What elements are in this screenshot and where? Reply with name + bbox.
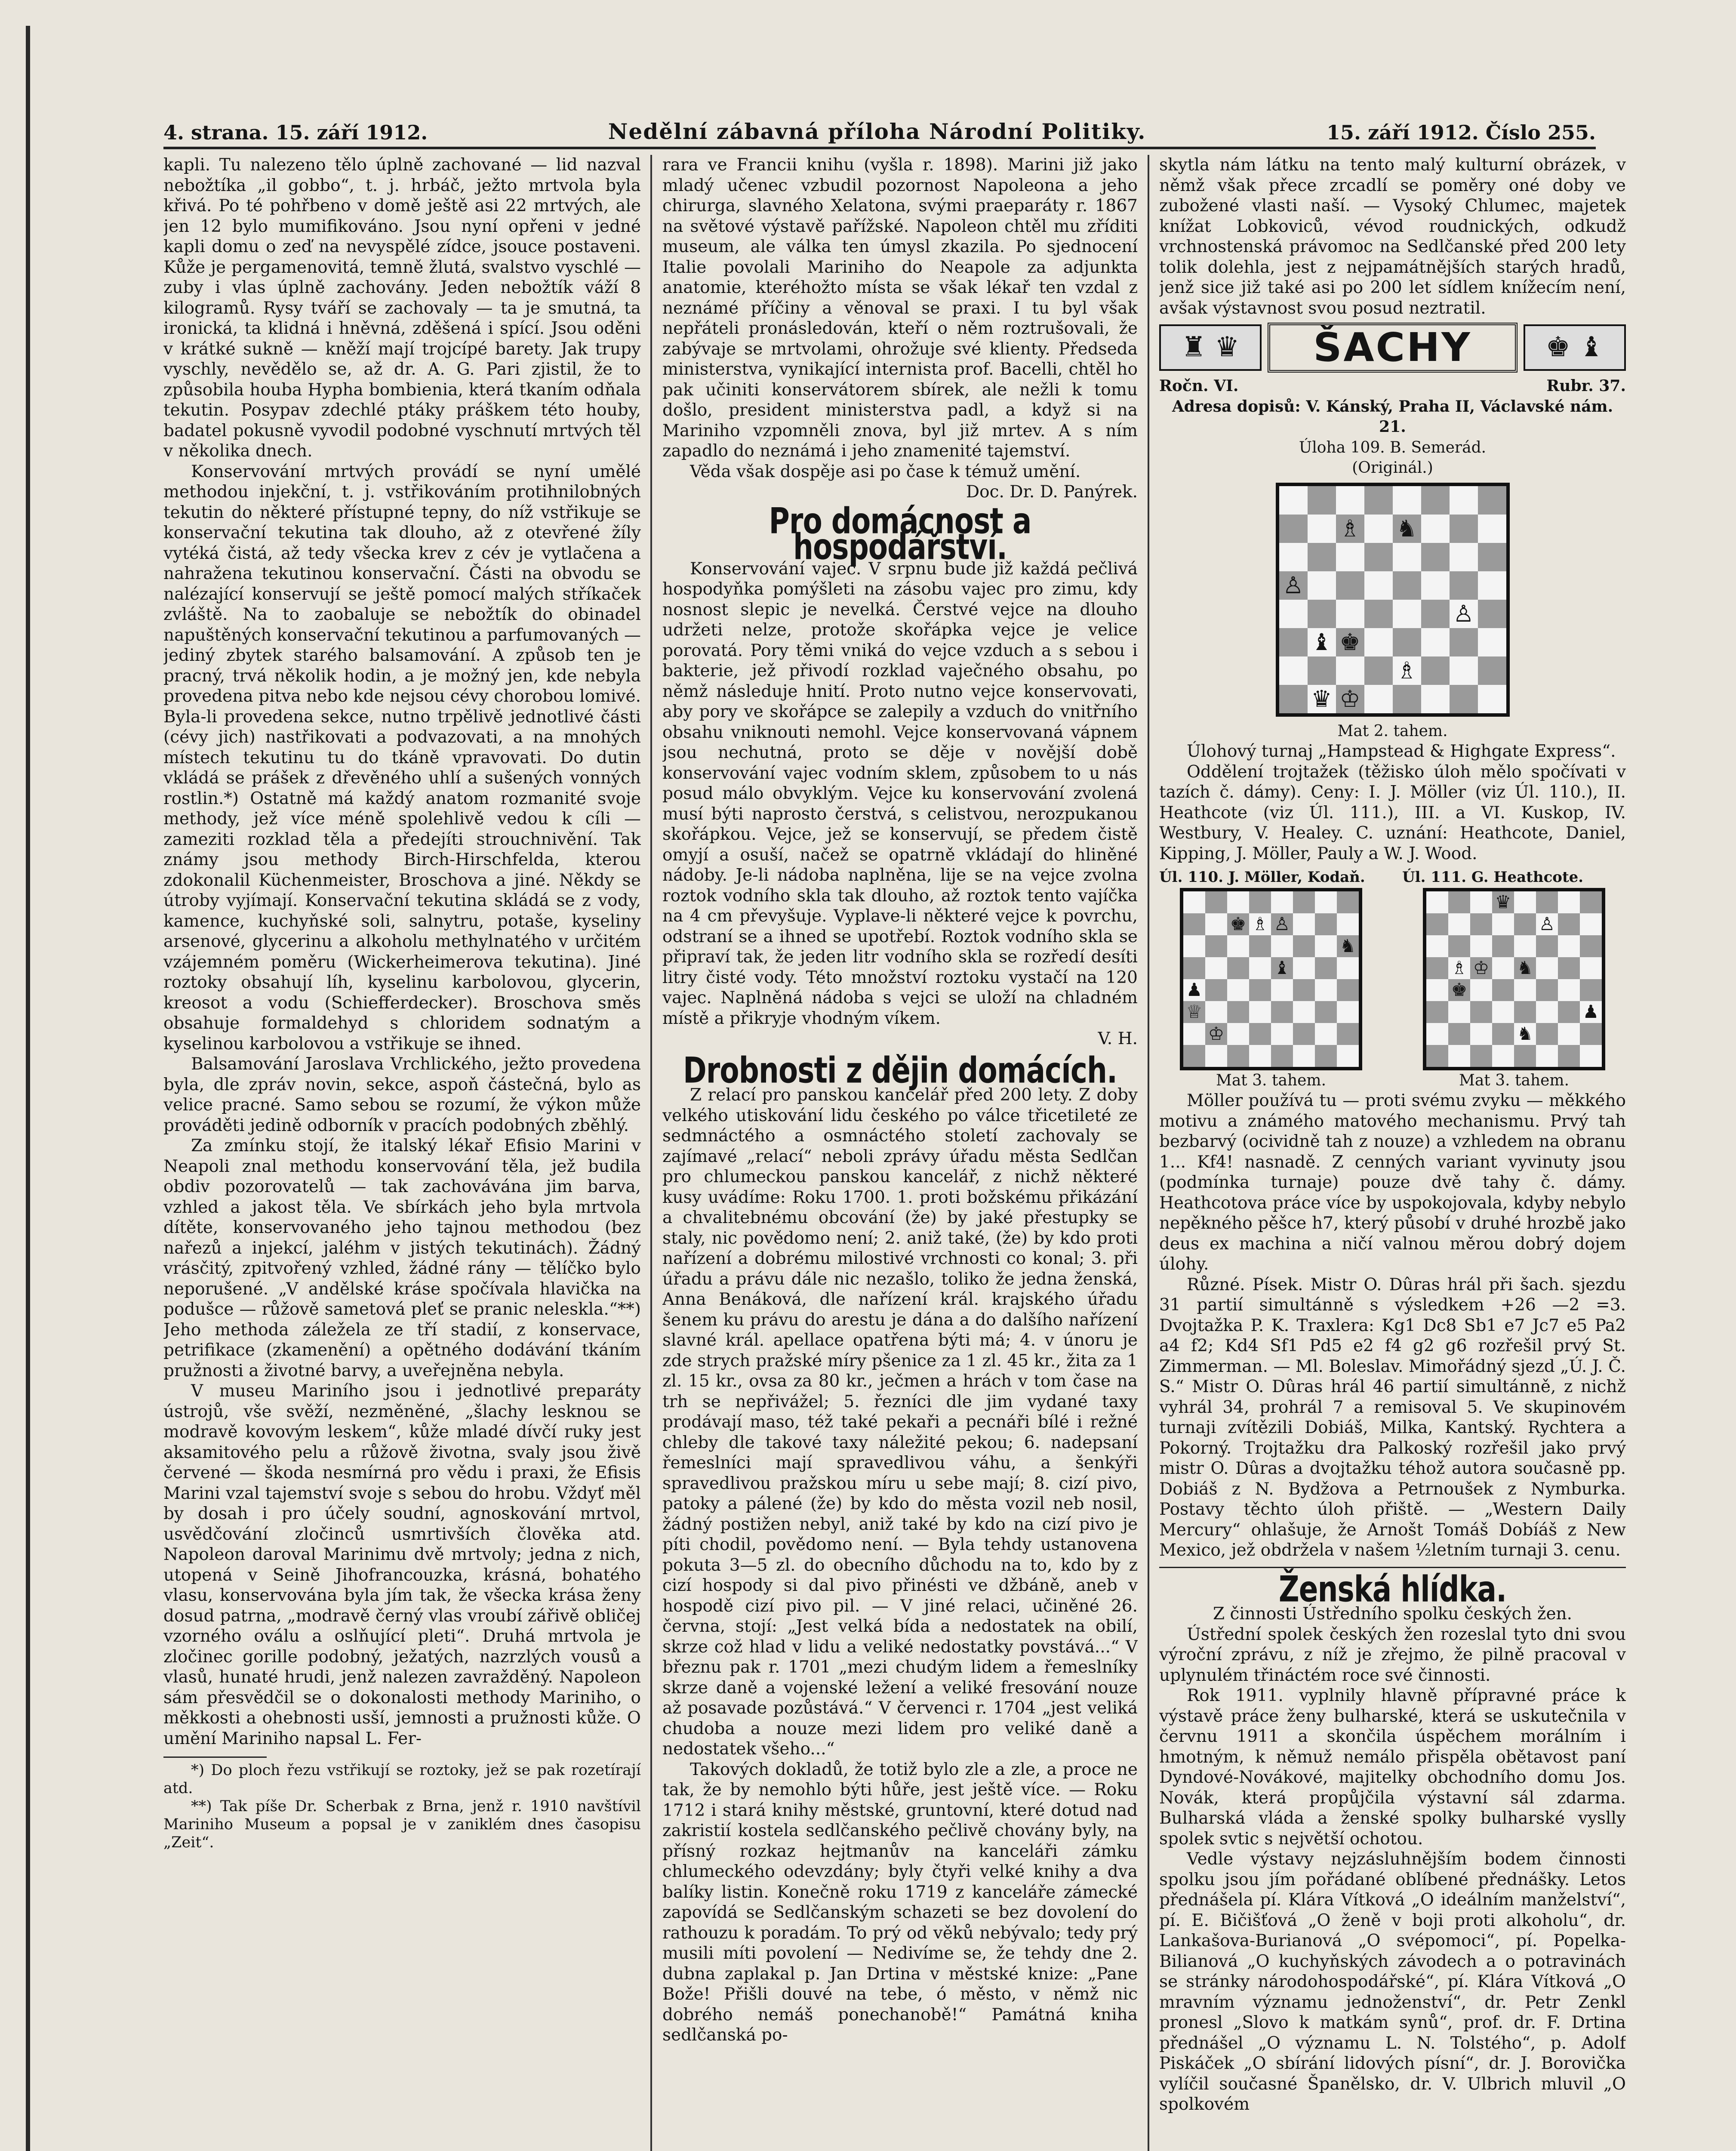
chess-square bbox=[1393, 600, 1421, 628]
chess-square bbox=[1448, 1045, 1470, 1067]
chess-square bbox=[1478, 486, 1506, 515]
chess-square bbox=[1249, 935, 1271, 957]
chess-banner-title: ŠACHY bbox=[1268, 323, 1517, 373]
col3-paragraph: skytla nám látku na tento malý kulturní obrázek, v němž však přece zrcadlí se poměry oné doby ve zubožené vlasti naší. — Vysoký Chlumec, majetek knížat Lobkoviců, vévod roudnických, odkudž vrchnostenská právomoc na Sedlčanské před 200 lety tolik dolehla, jest z nejpamátnějších starých hradů, jenž sice již také asi po 200 let sídlem knížecím není, avšak výstavnost svou posud neztratil. bbox=[1159, 155, 1626, 318]
chess-square: ♔ bbox=[1336, 685, 1364, 713]
chess-square bbox=[1293, 891, 1315, 913]
chess-square bbox=[1558, 979, 1580, 1001]
chess-square bbox=[1514, 913, 1536, 935]
chess-square bbox=[1580, 1045, 1602, 1067]
chess-rubric: Rubr. 37. bbox=[1546, 377, 1626, 395]
chess-square bbox=[1279, 656, 1308, 685]
chess-square bbox=[1536, 957, 1558, 979]
section-divider bbox=[1159, 1567, 1626, 1568]
chess-square bbox=[1315, 1001, 1337, 1023]
chess-square bbox=[1183, 891, 1205, 913]
chess-square bbox=[1183, 1045, 1205, 1067]
chess-square bbox=[1492, 1001, 1514, 1023]
chess-square bbox=[1315, 913, 1337, 935]
chess-square bbox=[1308, 515, 1336, 543]
chess-square bbox=[1580, 1023, 1602, 1045]
chess-square bbox=[1279, 628, 1308, 656]
chess-square: ♞ bbox=[1337, 935, 1359, 957]
chess-square bbox=[1514, 979, 1536, 1001]
chess-square bbox=[1580, 957, 1602, 979]
chess-square bbox=[1293, 1023, 1315, 1045]
col2-paragraph: rara ve Francii knihu (vyšla r. 1898). Marini již jako mladý učenec vzbudil pozornost Napoleona a jeho chirurga, slavného Xelatona, svými praeparáty r. 1867 na světové výstavě pařížské. Napoleon chtěl mu zříditi museum, ale válka ten úmysl zkazila. Po sjednocení Italie povolali Mariniho do Neapole za adjunkta anatomie, kteréhožto místa se však lékař ten vzdal z neznámé příčiny a věnoval se praxi. I tu byl však nepřáteli pronásledován, kteří o něm roztrušovali, že zabývaje se mrtvolami, ohrožuje své klienty. Předseda ministerstva, vynikající internista prof. Bacelli, chtěl ho pak učiniti konservátorem sbírek, ale nežli k tomu došlo, president ministerstva padl, a když si na Mariniho vzpomněli znova, byl již mrtev. A s ním zapadlo do neznámá i jeho znamenité tajemství. bbox=[662, 155, 1138, 461]
section-signature: V. H. bbox=[1098, 1029, 1138, 1048]
chess-square bbox=[1183, 957, 1205, 979]
chess-square bbox=[1337, 1045, 1359, 1067]
chess-square bbox=[1337, 1023, 1359, 1045]
col1-paragraph: Za zmínku stojí, že italský lékař Efisio Marini v Neapoli znal methodu konservování těla, jež budila obdiv pozorovatelů — tak zachovávána jim barva, vzhled a jakost těla. Ve sbírkách jeho byla mrtvola dítěte, konservovaného jeho tajnou methodou (bez nařezů a injekcí, jaléhm v jistých tekutinách). Žádný vrásčitý, zpitvořený vzhled, žádné rány — tělíčko bylo neporušené. „V andělské kráse spočívala hlavička na podušce — růžově sametová pleť se pranic neleskla.“**) Jeho methoda záležela ze tří stadií, z konservace, petrifikace (zkamenění) a opětného dodávání tkáním pružnosti a životné barvy, a uveřejněna nebyla. bbox=[163, 1136, 641, 1381]
chess-square bbox=[1336, 543, 1364, 571]
chess-square: ♗ bbox=[1393, 656, 1421, 685]
chess-square bbox=[1558, 1023, 1580, 1045]
chess-square bbox=[1470, 935, 1492, 957]
chess-square bbox=[1279, 486, 1308, 515]
chess-square bbox=[1580, 935, 1602, 957]
chess-square bbox=[1558, 891, 1580, 913]
chess-square bbox=[1279, 515, 1308, 543]
chess-square bbox=[1450, 628, 1478, 656]
col2-paragraph: Z relací pro panskou kancelář před 200 lety. Z doby velkého utiskování lidu českého po válce třicetileté ze sedmnáctého a osmnáctého století zachovaly se zajímavé „relací“ neboli zprávy úřadu města Sedlčan pro chlumeckou panskou kancelář, z nichž některé kusy uvádíme: Roku 1700. 1. proti božskému přikázání a chvalitebnému obcování (že) by jaké přestupky se staly, nic povědomo není; 2. aniž také, (že) by kdo proti nařízení a dobrému milostivé vrchnosti co konal; 3. při úřadu a právu dále nic nezašlo, toliko že jedna ženská, Anna Benáková, dle nařízení král. krajského úřadu šenem ku právu do arestu je dána a do dalšího nařízení slavné král. apellace opatřena býti má; 4. v únoru je zde strych pražské míry pšenice za 1 zl. 45 kr., žita za 1 zl. 15 kr., ovsa za 80 kr., ječmen a hrách v tom čase na trh se nepřivážel; 5. řezníci dle jim vydané taxy prodávají maso, též také pekaři a pecnáři bílé i režné chleby dle takové taxy náležité pekou; 6. nadepsaní řemeslníci mají spravedlivou váhu, a šenkýři spravedlivou pražskou míru u sebe mají; 8. cizí pivo, patoky a pálené (že) by kdo do města vozil neb nosil, žádný postižen nebyl, aniž také by kdo na cizí pivo je píti chodil, povědomo není. — Byla tehdy ustanovena pokuta 3—5 zl. do obecního důchodu na to, kdo by z cizí hospody si dal pivo přinésti ve džbáně, aneb v hospodě cizí pivo pil. — V jiné relaci, učiněné 26. června, stojí: „Jest velká bída a nedostatek na obilí, skrze což hlad v lidu a veliké nedostatky povstává...“ V březnu pak r. 1701 „mezi chudým lidem a řemeslníky skrze daně a vojenské ležení a veliké fresování nouze až posavade pozůstává.“ V červenci r. 1704 „jest veliká chudoba a nouze mezi lidem pro veliké daně a nedostatek všeho...“ bbox=[662, 1085, 1138, 1759]
chess-square bbox=[1336, 656, 1364, 685]
chess-square bbox=[1448, 1023, 1470, 1045]
column-1 bbox=[163, 155, 641, 2151]
chess-tourney-results: Oddělení trojtažek (těžisko úloh mělo spočívati v tazích č. dámy). Ceny: I. J. Möller (viz Úl. 110.), II. Heathcote (viz Úl. 111.), III. a VI. Kuskop, IV. Westbury, V. Healey. C. uznání: Heathcote, Daniel, Kipping, J. Möller, Pauly a W. J. Wood. bbox=[1159, 762, 1626, 863]
chess-square bbox=[1293, 957, 1315, 979]
chess-square bbox=[1492, 957, 1514, 979]
chess-square bbox=[1421, 656, 1450, 685]
chess-square bbox=[1308, 543, 1336, 571]
running-head bbox=[163, 114, 1596, 149]
chess-square bbox=[1470, 891, 1492, 913]
chess-square bbox=[1478, 515, 1506, 543]
chess-square bbox=[1450, 685, 1478, 713]
chess-square bbox=[1271, 1023, 1293, 1045]
chess-square bbox=[1421, 515, 1450, 543]
chess-square bbox=[1279, 685, 1308, 713]
chess-square bbox=[1279, 543, 1308, 571]
chess-meta bbox=[1159, 376, 1626, 397]
chess-square bbox=[1293, 935, 1315, 957]
footnote: *) Do ploch řezu vstřikují se roztoky, jež se pak rozetírají atd. bbox=[163, 1762, 641, 1797]
chess-square bbox=[1337, 891, 1359, 913]
chess-square bbox=[1249, 1045, 1271, 1067]
chess-square bbox=[1293, 913, 1315, 935]
chess-square bbox=[1364, 685, 1393, 713]
chess-square bbox=[1205, 891, 1227, 913]
chess-square bbox=[1315, 957, 1337, 979]
chess-volume: Ročn. VI. bbox=[1159, 377, 1239, 395]
chess-square bbox=[1337, 913, 1359, 935]
chess-square: ♞ bbox=[1514, 1023, 1536, 1045]
chess-square bbox=[1536, 1001, 1558, 1023]
footnote: **) Tak píše Dr. Scherbak z Brna, jenž r. 1910 navštívil Mariniho Museum a popsal je v zaniklém dnes časopisu „Zeit“. bbox=[163, 1798, 641, 1851]
chess-square bbox=[1308, 656, 1336, 685]
chess-square bbox=[1470, 1023, 1492, 1045]
chess-square bbox=[1249, 1023, 1271, 1045]
chess-square bbox=[1558, 1045, 1580, 1067]
chess-square: ♚ bbox=[1227, 913, 1249, 935]
col3-paragraph: Rok 1911. vyplnily hlavně přípravné práce k výstavě práce ženy bulharské, která se uskutečnila v červnu 1911 a skončila úspěchem morálním i hmotným, k němuž nemálo přispěla obětavost paní Dyndové-Novákové, majitelky obchodního domu Jos. Novák, která propůjčila výstavní sál zdarma. Bulharská vláda a ženské spolky bulharské vyslly spolek svtic s největší ochotou. bbox=[1159, 1686, 1626, 1849]
chess-square bbox=[1558, 957, 1580, 979]
chess-square bbox=[1336, 600, 1364, 628]
chess-square bbox=[1337, 979, 1359, 1001]
chess-square bbox=[1393, 628, 1421, 656]
chess-board-110-head: Úl. 110. J. Möller, Kodaň. bbox=[1159, 869, 1365, 886]
chess-square bbox=[1448, 891, 1470, 913]
chess-square bbox=[1536, 979, 1558, 1001]
header-right: 15. září 1912. Číslo 255. bbox=[1327, 121, 1596, 144]
chess-square bbox=[1271, 979, 1293, 1001]
chess-square bbox=[1364, 600, 1393, 628]
chess-square bbox=[1478, 600, 1506, 628]
col2-paragraph: Takových dokladů, že totiž bylo zle a zle, a proce ne tak, že by nemohlo býti hůře, jest ještě více. — Roku 1712 i stará knihy městské, gruntovní, které dotud nad zakristií kostela sedlčanského pečlivě chovány byly, na přísný rozkaz hejtmanův na kanceláři zámku chlumeckého odevzdány; byly čtyři velké knihy a dva balíky listin. Konečně roku 1719 z kanceláře zámecké zapovídá se Sedlčanským schazeti se bez dovolení do rathouzu k poradám. To prý od věků nebývalo; tedy prý musili míti povolení — Nedivíme se, že tehdy dne 2. dubna zaplakal p. Jan Drtina v městské knize: „Pane Bože! Přišli douvé na tebe, ó město, v němž nic dobrého nemáš ponechanobě!“ Památná kniha sedlčanská po- bbox=[662, 1760, 1138, 2045]
chess-square bbox=[1271, 1001, 1293, 1023]
chess-square bbox=[1421, 600, 1450, 628]
chess-square bbox=[1426, 913, 1448, 935]
col3-paragraph: Ústřední spolek českých žen rozeslal tyto dni svou výroční zprávu, z níž je zřejmo, že pilně pracoval v uplynulém třináctém roce své činnosti. bbox=[1159, 1624, 1626, 1685]
chess-square bbox=[1249, 891, 1271, 913]
chess-square bbox=[1558, 935, 1580, 957]
chess-banner-right-icon: ♚ ♝ bbox=[1524, 324, 1626, 371]
section-title-household: Pro domácnost a hospodářství. bbox=[769, 500, 1031, 567]
chess-square bbox=[1249, 979, 1271, 1001]
chess-square bbox=[1227, 935, 1249, 957]
chess-square bbox=[1421, 628, 1450, 656]
chess-square: ♝ bbox=[1271, 957, 1293, 979]
chess-square: ♙ bbox=[1450, 600, 1478, 628]
chess-square: ♞ bbox=[1514, 957, 1536, 979]
chess-square bbox=[1315, 935, 1337, 957]
chess-square: ♙ bbox=[1279, 571, 1308, 600]
chess-square bbox=[1315, 1023, 1337, 1045]
chess-square bbox=[1536, 891, 1558, 913]
chess-square bbox=[1478, 628, 1506, 656]
chess-square bbox=[1308, 600, 1336, 628]
chess-board-110-wrap bbox=[1159, 867, 1383, 1091]
column-rule-2 bbox=[1148, 155, 1149, 2151]
chess-square bbox=[1227, 1045, 1249, 1067]
chess-square bbox=[1393, 685, 1421, 713]
chess-square: ♚ bbox=[1448, 979, 1470, 1001]
chess-square bbox=[1448, 935, 1470, 957]
chess-square bbox=[1227, 957, 1249, 979]
chess-square: ♝ bbox=[1308, 628, 1336, 656]
chess-board-111 bbox=[1423, 888, 1605, 1070]
article-signature: Doc. Dr. D. Panýrek. bbox=[966, 482, 1138, 502]
chess-square bbox=[1536, 1023, 1558, 1045]
chess-banner-left-icon: ♜ ♛ bbox=[1159, 324, 1262, 371]
chess-square bbox=[1536, 1045, 1558, 1067]
chess-square: ♚ bbox=[1336, 628, 1364, 656]
chess-square: ♙ bbox=[1536, 913, 1558, 935]
chess-square bbox=[1227, 1023, 1249, 1045]
chess-square bbox=[1336, 486, 1364, 515]
chess-square: ♟ bbox=[1580, 1001, 1602, 1023]
chess-square: ♔ bbox=[1205, 1023, 1227, 1045]
chess-square bbox=[1271, 935, 1293, 957]
chess-square bbox=[1364, 543, 1393, 571]
chess-problem-title: Úloha 109. B. Semerád. bbox=[1299, 438, 1487, 456]
column-rule-1 bbox=[650, 155, 652, 2151]
chess-square bbox=[1426, 979, 1448, 1001]
chess-square bbox=[1448, 913, 1470, 935]
chess-square bbox=[1448, 1001, 1470, 1023]
chess-square bbox=[1426, 1001, 1448, 1023]
chess-square bbox=[1426, 1023, 1448, 1045]
col2-paragraph: Věda však dospěje asi po čase k témuž umění. bbox=[690, 462, 1081, 481]
chess-square bbox=[1450, 543, 1478, 571]
chess-square bbox=[1205, 1045, 1227, 1067]
chess-square bbox=[1421, 571, 1450, 600]
chess-square: ♟ bbox=[1183, 979, 1205, 1001]
chess-square bbox=[1492, 979, 1514, 1001]
chess-square bbox=[1470, 1001, 1492, 1023]
chess-square bbox=[1478, 656, 1506, 685]
section-title-history: Drobnosti z dějin domácích. bbox=[683, 1049, 1117, 1091]
chess-square bbox=[1426, 891, 1448, 913]
chess-square: ♕ bbox=[1183, 1001, 1205, 1023]
chess-square bbox=[1393, 543, 1421, 571]
chess-square bbox=[1514, 891, 1536, 913]
chess-square bbox=[1293, 1045, 1315, 1067]
chess-square bbox=[1580, 913, 1602, 935]
chess-commentary: Möller používá tu — proti svému zvyku — měkkého motivu a známého matového mechanismu. Prvý tah bezbarvý (ocividně tah z nouze) a vzhledem na obranu 1... Kf4! nasnadě. Z cenných variant vyvinuty jsou (podmínka turnaje) pouze dvě tahy č. dámy. Heathcotova práce více by uspokojovala, kdyby nebylo nepěkného pěšce h7, který působí v druhé hrozbě jako deus ex machina a ničí valnou měrou dobrý dojem úlohy. bbox=[1159, 1091, 1626, 1274]
chess-square: ♗ bbox=[1336, 515, 1364, 543]
chess-square: ♛ bbox=[1308, 685, 1336, 713]
chess-square bbox=[1558, 913, 1580, 935]
column-2 bbox=[662, 155, 1138, 2151]
chess-square bbox=[1205, 957, 1227, 979]
chess-square: ♗ bbox=[1249, 913, 1271, 935]
chess-square bbox=[1450, 656, 1478, 685]
chess-board-111-head: Úl. 111. G. Heathcote. bbox=[1402, 869, 1584, 886]
chess-square bbox=[1450, 515, 1478, 543]
chess-square bbox=[1205, 913, 1227, 935]
chess-misc: Různé. Písek. Mistr O. Dûras hrál při šach. sjezdu 31 partií simultánně s výsledkem +26 —2 =3. Dvojtažka P. K. Traxlera: Kg1 Dc8 Sb1 e7 Jc7 e5 Pa2 a4 f2; Kd4 Sf1 Pd5 e2 f4 g2 g6 rozřešil prvý St. Zimmerman. — Ml. Boleslav. Mimořádný sjezd „Ú. J. Č. S.“ Mistr O. Dûras hrál 46 partií simultánně, z nichž vyhrál 34, prohrál 7 a remisoval 5. Ve skupinovém turnaji zvítězili Dobiáš, Milka, Kantský. Rychtera a Pokorný. Trojtažku dra Palkoský rozřešil jako prvý mistr O. Dûras a dvojtažku téhož autora současně pp. Dobiáš z N. Bydžova a Petrnoušek z Nymburka. Postavy těchto úloh přiště. — „Western Daily Mercury“ ohlašuje, že Arnošt Tomáš Dobíáš z New Mexico, jež obdržela v našem ½letním turnaji 3. cenu. bbox=[1159, 1275, 1626, 1560]
chess-square bbox=[1478, 543, 1506, 571]
chess-board-main bbox=[1276, 483, 1510, 717]
chess-square bbox=[1421, 543, 1450, 571]
col2-paragraph: Konservování vajec. V srpnu bude již každá pečlivá hospodyňka pomýšleti na zásobu vajec pro zimu, kdy nosnost slepic je nevelká. Čerstvé vejce na dlouho udržeti nelze, protože skořápka vejce je velice porovatá. Pory těmi vniká do vejce vzduch a s sebou i bakterie, jež přivodí rozklad vaječného obsahu, po němž následuje hnití. Proto nutno vejce konservovati, aby pory ve skořápce se zalepily a vzduch do vnitřního obsahu vniknouti nemohl. Vejce konservovaná vápnem jsou nechutná, proto se děje v novější době konservování vajec vodním sklem, způsobem to u nás posud málo obvyklým. Vejce ku konservování zvolená musí býti naprosto čerstvá, s celistvou, nerozpukanou skořápkou. Vejce, jež se konservují, se předem čistě omyjí a osuší, načež se opatrně vkládají do hliněné nádoby. Je-li nádoba naplněna, lije se na vejce zvolna roztok vodního skla tak dlouho, až roztok tento vajíčka na 4 cm převyšuje. Vyplave-li některé vejce k povrchu, odstraní se a ihned se upotřebí. Roztok vodního skla se připraví tak, že jeden litr vodního skla se rozředí desíti litry čisté vody. Této množství roztoku vystačí na 120 vajec. Naplněná nádoba s vejci se uloží na chladném místě a přikryje vhodným víkem. bbox=[662, 559, 1138, 1028]
chess-square bbox=[1227, 979, 1249, 1001]
chess-square bbox=[1271, 891, 1293, 913]
chess-square bbox=[1514, 1001, 1536, 1023]
chess-square bbox=[1492, 1023, 1514, 1045]
chess-square bbox=[1492, 913, 1514, 935]
col1-paragraph: Konservování mrtvých provádí se nyní umělé methodou injekční, t. j. vstřikováním protihnilobných tekutin do některé přístupné tepny, do níž vstřikuje se konservační tekutina tak dlouho, až z otevřené žíly vytéká čistá, až tedy všecka krev z cév je vytlačena a nahražena tekutinou konservační. Části na obvodu se nalézající konservují se ještě pomocí malých stříkaček zvláště. Na to zaobaluje se nebožtík do obinadel napuštěných konservační tekutinou a parfumovaných — jediný zbytek starého balsamování. A způsob ten je pracný, trvá několik hodin, a je možný jen, kde nebyla provedena pitva nebo kde nejsou cévy chorobou lomivé. Byla-li provedena sekce, nutno trpělivě jednotlivé části (cévy jich) nastřikovati a podvazovati, a na mnohých místech tekutinu tu do tkáně vpravovati. Do dutin vkládá se prášek z dřevěného uhlí a sušených vonných rostlin.*) Ostatně má každý anatom rozmanité svoje methody, jež více méně spolehlivě vedou k cíli — zameziti rozklad těla a předejíti strouchnivění. Tak známy jsou methody Birch-Hirschfelda, kterou zdokonalil Küchenmeister, Broschova a jiné. Někdy se útroby vyjímají. Konservační tekutina skládá se z vody, kamence, kuchyňské soli, salnytru, potaše, kyseliny arsenové, glycerinu a alkoholu methylnatého v určitém vzájemném poměru (Wickerheimerova tekutina). Jiné roztoky obsahují líh, kyselinu karbolovou, glycerin, kreosot a vodu (Schiefferdecker). Broschova směs obsahuje formaldehyd s chloridem sodnatým a kyselinou karbolovou a vstřikuje se ihned. bbox=[163, 462, 641, 1054]
chess-square bbox=[1271, 1045, 1293, 1067]
chess-board-110 bbox=[1180, 888, 1362, 1070]
chess-square bbox=[1426, 935, 1448, 957]
col1-paragraph: V museu Mariního jsou i jednotlivé preparáty ústrojů, vše svěží, nezměněné, „šlachy lesknou se modravě kovovým leskem“, kůže mladé dívčí ruky jest aksamitového pelu a růžově životna, svaly jsou živě červené — škoda nesmírná pro vědu i praxi, že Efisis Marini vzal tajemství svoje s sebou do hrobu. Vždyť měl by dosah i pro účely soudní, agnoskování mrtvol, usvědčování zločinců usmrtivších člověka atd. Napoleon daroval Marinimu dvě mrtvoly; jedna z nich, utopená v Seině Jihofrancouzka, krásná, bohatého vlasu, konservována byla jím tak, že všecka krása ženy dosud patrna, „modravě černý vlas vroubí zářivě obličej vzorného oválu a oslňující pleti“. Druhá mrtvola je zločinec gorille podobný, ježatých, nazrzlých vousů a vlasů, hunaté hrudi, jenž nalezen zavražděný. Napoleon sám přesvědčil se o dokonalosti methody Mariniho, o měkkosti a ohebnosti usší, jemnosti a pružnosti kůže. O umění Mariniho napsal L. Fer- bbox=[163, 1381, 641, 1748]
chess-banner bbox=[1159, 322, 1626, 373]
chess-square bbox=[1308, 486, 1336, 515]
footnote-rule bbox=[163, 1757, 267, 1758]
chess-square: ♙ bbox=[1271, 913, 1293, 935]
chess-square bbox=[1478, 571, 1506, 600]
chess-board-111-wrap bbox=[1402, 867, 1626, 1091]
chess-square bbox=[1293, 979, 1315, 1001]
chess-square bbox=[1514, 935, 1536, 957]
chess-square bbox=[1205, 1001, 1227, 1023]
chess-square bbox=[1336, 571, 1364, 600]
chess-address: Adresa dopisů: V. Kánský, Praha II, Václavské nám. 21. bbox=[1172, 397, 1613, 436]
chess-square bbox=[1580, 891, 1602, 913]
chess-square bbox=[1470, 1045, 1492, 1067]
chess-problem-original: (Originál.) bbox=[1352, 459, 1433, 477]
chess-square bbox=[1315, 891, 1337, 913]
chess-square: ♗ bbox=[1448, 957, 1470, 979]
header-center: Nedělní zábavná příloha Národní Politiky. bbox=[608, 119, 1146, 144]
header-left: 4. strana. 15. září 1912. bbox=[163, 121, 428, 144]
column-3 bbox=[1159, 155, 1626, 2151]
chess-square bbox=[1426, 1045, 1448, 1067]
section-title-womens: Ženská hlídka. bbox=[1278, 1568, 1507, 1610]
chess-square bbox=[1315, 979, 1337, 1001]
chess-square bbox=[1308, 571, 1336, 600]
chess-square bbox=[1421, 685, 1450, 713]
chess-square bbox=[1393, 486, 1421, 515]
chess-tourney: Úlohový turnaj „Hampstead & Highgate Express“. bbox=[1187, 742, 1616, 761]
chess-square bbox=[1249, 957, 1271, 979]
chess-square bbox=[1279, 600, 1308, 628]
chess-square bbox=[1364, 515, 1393, 543]
chess-square bbox=[1450, 571, 1478, 600]
chess-square bbox=[1183, 913, 1205, 935]
chess-square bbox=[1492, 935, 1514, 957]
section-subtitle-womens: Z činnosti Ústředního spolku českých žen. bbox=[1213, 1604, 1573, 1624]
chess-square bbox=[1393, 571, 1421, 600]
chess-main-caption: Mat 2. tahem. bbox=[1337, 722, 1448, 740]
chess-square bbox=[1337, 957, 1359, 979]
chess-square bbox=[1227, 1001, 1249, 1023]
chess-square bbox=[1514, 1045, 1536, 1067]
chess-square bbox=[1536, 935, 1558, 957]
chess-square bbox=[1364, 571, 1393, 600]
chess-square bbox=[1183, 935, 1205, 957]
chess-small-boards bbox=[1159, 867, 1626, 1091]
chess-square bbox=[1364, 628, 1393, 656]
chess-square bbox=[1205, 935, 1227, 957]
chess-square bbox=[1426, 957, 1448, 979]
chess-square bbox=[1183, 1023, 1205, 1045]
chess-square bbox=[1205, 979, 1227, 1001]
chess-board-111-caption: Mat 3. tahem. bbox=[1459, 1071, 1570, 1089]
col1-paragraph: kapli. Tu nalezeno tělo úplně zachované — lid nazval nebožtíka „il gobbo“, t. j. hrbáč, ježto mrtvola byla křivá. Po té pohřbeno v domě ještě asi 22 mrtvých, ale jen 12 bylo mumifikováno. Jsou nyní opřeni v jedné kapli domu o zeď na nevyspělé zídce, jsouce postaveni. Kůže je pergamenovitá, temně žlutá, svalstvo vyschlé — zuby i vlas úplně zachovány. Jeden nebožtík váží 8 kilogramů. Rysy tváří se zachovaly — ta je smutná, ta ironická, ta klidná i hněvná, zděšená i spící. Jsou oděni v krátké sukně — kněží mají trojcípé barety. Jak trupy vyschly, nevědělo se, až dr. A. G. Pari zjistil, že to způsobila houba Hypha bombienia, která tkaním odňala tekutin. Posypav zdechlé ptáky práškem této houby, badatel pokusně vyvodil podobné vyschnutí mrtvých těl v několika dnech. bbox=[163, 155, 641, 461]
chess-square bbox=[1478, 685, 1506, 713]
chess-square bbox=[1337, 1001, 1359, 1023]
chess-square bbox=[1315, 1045, 1337, 1067]
chess-square: ♞ bbox=[1393, 515, 1421, 543]
chess-square bbox=[1421, 486, 1450, 515]
chess-board-main-wrap bbox=[1159, 483, 1626, 717]
col1-paragraph: Balsamování Jaroslava Vrchlického, ježto provedena byla, dle zpráv novin, sekce, aspoň částečná, bylo as velice pracné. Samo sebou se rozumí, že výkon může prováděti jedině odborník v pracích podobných zběhlý. bbox=[163, 1054, 641, 1135]
chess-square bbox=[1492, 1045, 1514, 1067]
chess-square bbox=[1227, 891, 1249, 913]
chess-square bbox=[1470, 979, 1492, 1001]
col3-paragraph: Vedle výstavy nejzásluhnějším bodem činnosti spolku jsou jím pořádané oblíbené přednášky. Letos přednášela pí. Klára Vítková „O ideálním manželství“, pí. E. Bičišťová „O ženě v boji proti alkoholu“, dr. Lankašova-Burianová „O svépomoci“, pí. Popelka-Bilianová „O kuchyňských závodech a o potravinách se stránky národohospodářské“, pí. Klára Vítková „O mravním významu jednoženství“, dr. Petr Zenkl pronesl „Slovo k matkám synů“, prof. dr. F. Drtina přednášel „O významu L. N. Tolstého“, p. Adolf Piskáček „O sbírání lidových písní“, dr. J. Borovička vylíčil současné Španělsko, dr. V. Ulbrich mluvil „O spolkovém bbox=[1159, 1849, 1626, 2114]
chess-square: ♛ bbox=[1492, 891, 1514, 913]
chess-square: ♔ bbox=[1470, 957, 1492, 979]
chess-board-110-caption: Mat 3. tahem. bbox=[1216, 1071, 1327, 1089]
chess-square bbox=[1249, 1001, 1271, 1023]
chess-square bbox=[1450, 486, 1478, 515]
chess-square bbox=[1558, 1001, 1580, 1023]
chess-square bbox=[1293, 1001, 1315, 1023]
chess-square bbox=[1364, 486, 1393, 515]
chess-square bbox=[1364, 656, 1393, 685]
chess-square bbox=[1470, 913, 1492, 935]
chess-square bbox=[1580, 979, 1602, 1001]
